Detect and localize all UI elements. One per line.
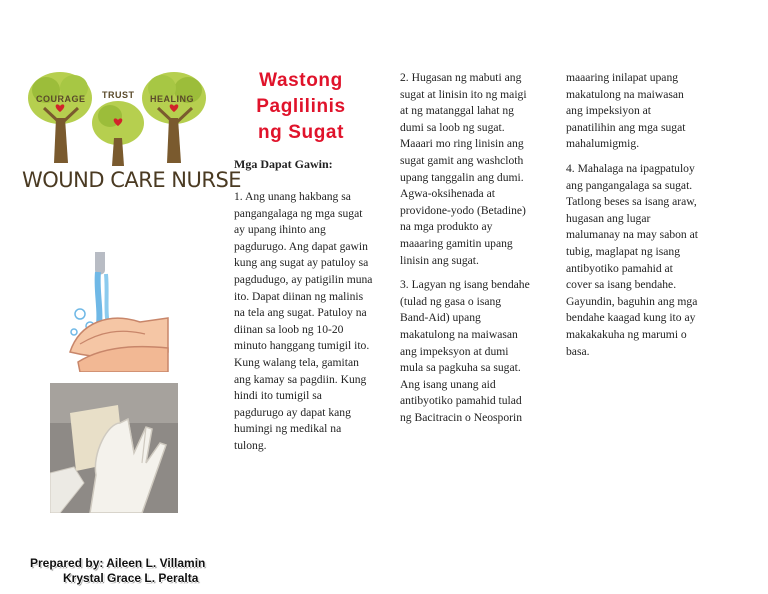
hand-washing-image [50, 252, 170, 372]
tree-icon [92, 101, 144, 166]
logo-word-trust: TRUST [102, 90, 135, 100]
title-line: Wastong [259, 70, 343, 91]
text-column-1 [234, 189, 374, 463]
text-column-3 [566, 70, 701, 368]
trees-illustration [22, 68, 212, 168]
step-4-paragraph: 4. Mahalaga na ipagpatuloy ang pangangalaga sa sugat. Tatlong beses sa isang araw, hugasan ang lugar malumanay na may sabon at tubig, maglapat ng isang antibyotiko pamahid at cover sa isang bendahe. Gayundin, baguhin ang mga bendahe kaagad kung ito ay makakakuha ng marumi o basa. [566, 161, 698, 358]
gloved-hands-photo [50, 383, 178, 513]
title-line: ng Sugat [257, 122, 345, 143]
text-column-2 [400, 70, 532, 434]
section-heading: Mga Dapat Gawin: [234, 157, 333, 171]
tree-icon [28, 72, 92, 163]
tree-icon [142, 72, 206, 163]
step-1-paragraph: 1. Ang unang hakbang sa pangangalaga ng mga sugat ay upang ihinto ang pagdurugo. Ang dapat gawin kung ang sugat ay patuloy sa pagdudugo, ay patigilin muna ito. Dapat diinan ng malinis na tela ang sugat. Patuloy na diinan sa loob ng 10-20 minuto hanggang tumigil ito. Kung walang tela, gamitan ang kamay sa pagdiin. Kung hindi ito tumigil sa pagdurugo ay dapat kang humingi ng medikal na tulong. [234, 190, 373, 452]
title-line: Paglilinis [256, 96, 346, 117]
wound-care-nurse-logo [22, 68, 242, 198]
step-3-paragraph: 3. Lagyan ng isang bendahe (tulad ng gasa o isang Band-Aid) upang makatulong na maiwasan ang impeksyon at dumi mula sa pagkuha sa sugat. Ang isang unang aid antibyotiko pamahid tulad ng Bacitracin o Neosporin [400, 278, 530, 424]
step-2-paragraph: 2. Hugasan ng mabuti ang sugat at linisin ito ng maigi at ng matanggal lahat ng dumi sa loob ng sugat. Maaari mo ring linisin ang sugat gamit ang washcloth upang tanggalin ang dumi. Agwa-oksihenada at providone-yodo (Betadine) na mga produkto ay maaaring gamitin upang linisin ang sugat. [400, 71, 527, 267]
logo-title: WOUND CARE NURSE [22, 168, 242, 192]
brochure-title [232, 68, 370, 146]
prepared-by-second-author: Krystal Grace L. Peralta [63, 571, 199, 585]
prepared-by-line: Prepared by: Aileen L. Villamin [30, 556, 206, 570]
logo-word-healing: HEALING [150, 94, 194, 104]
logo-word-courage: COURAGE [36, 94, 86, 104]
step-3-continued-paragraph: maaaring inilapat upang makatulong na maiwasan ang impeksiyon at panatilihin ang mga sugat mahalumigmig. [566, 71, 686, 151]
